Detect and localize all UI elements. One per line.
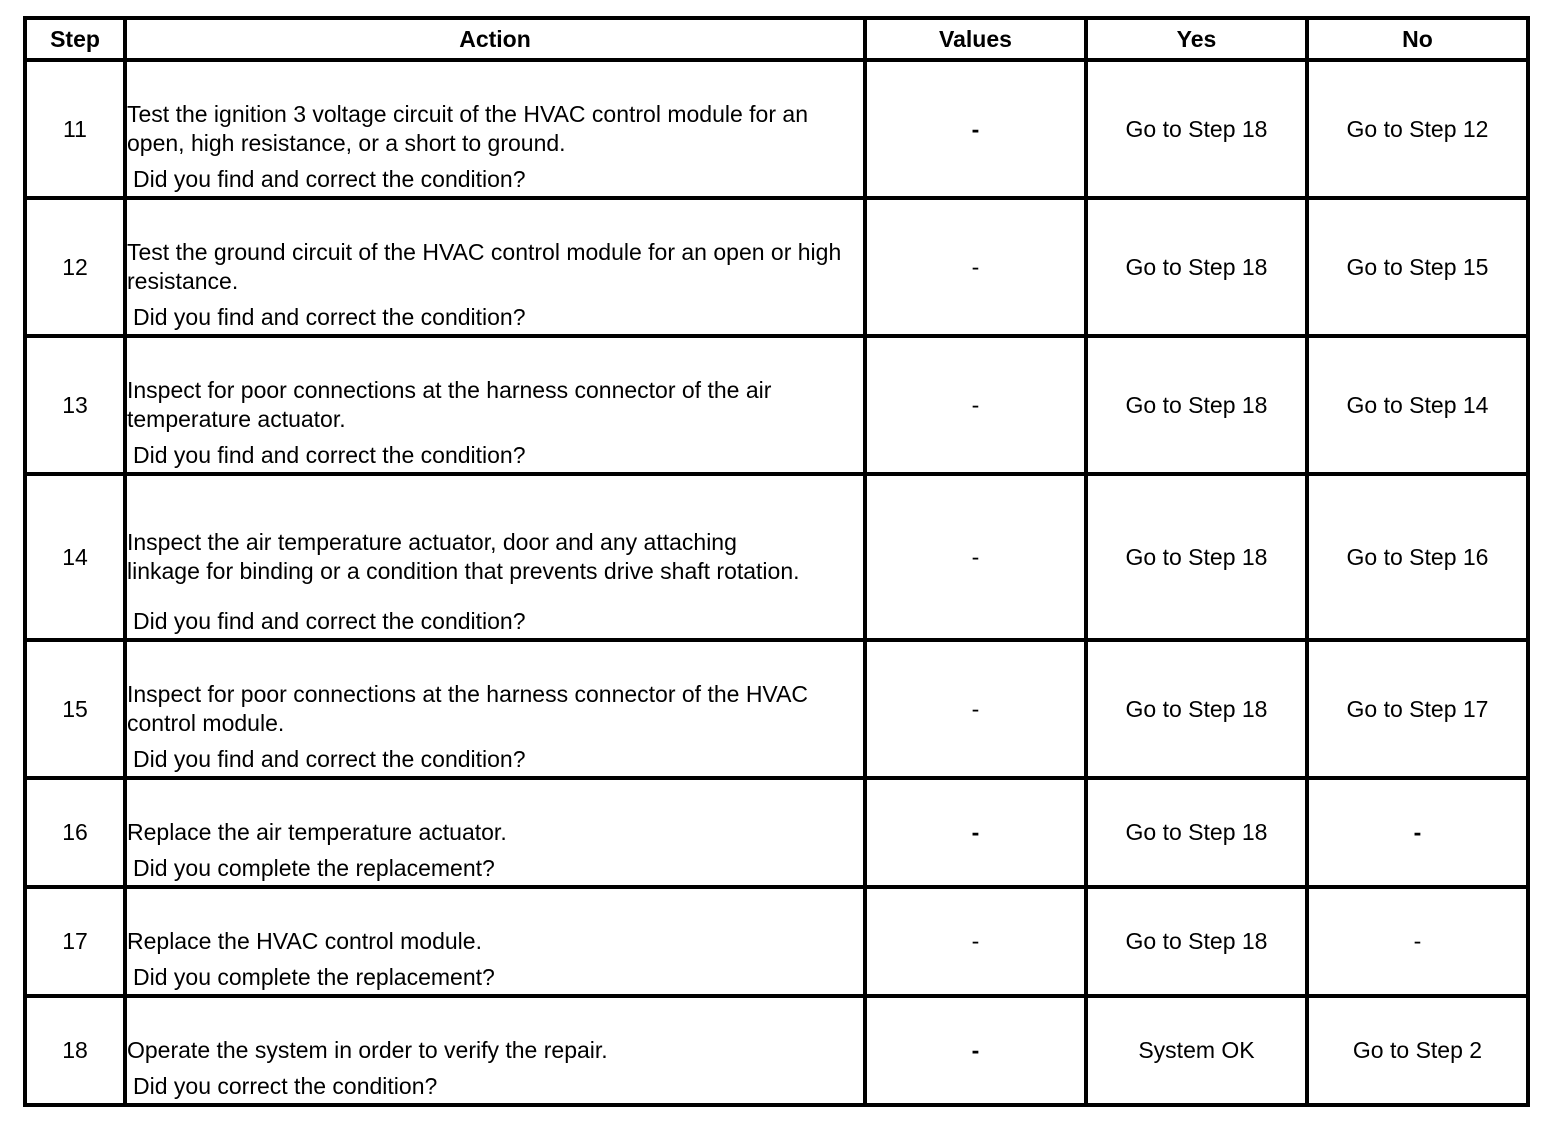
- step-number: 15: [25, 640, 125, 778]
- action-text: Test the ignition 3 voltage circuit of the HVAC control module for an open, high resistance, or a short to ground.: [127, 101, 808, 156]
- table-row: [25, 887, 1528, 996]
- action-cell: [125, 336, 865, 474]
- action-question: Did you correct the condition?: [133, 1073, 438, 1099]
- table-row: [25, 474, 1528, 640]
- action-cell: [125, 474, 865, 640]
- action-cell: [125, 887, 865, 996]
- header-action: Action: [125, 18, 865, 60]
- action-cell: [125, 198, 865, 336]
- header-no: No: [1307, 18, 1528, 60]
- no-cell: -: [1307, 887, 1528, 996]
- no-cell: Go to Step 14: [1307, 336, 1528, 474]
- no-cell: Go to Step 17: [1307, 640, 1528, 778]
- yes-cell: Go to Step 18: [1086, 778, 1307, 887]
- header-row: [25, 18, 1528, 60]
- yes-cell: Go to Step 18: [1086, 198, 1307, 336]
- step-number: 17: [25, 887, 125, 996]
- no-cell: Go to Step 15: [1307, 198, 1528, 336]
- no-cell: -: [1307, 778, 1528, 887]
- values-cell: -: [865, 996, 1086, 1105]
- action-question: Did you complete the replacement?: [133, 964, 495, 990]
- table-row: [25, 778, 1528, 887]
- table-row: [25, 640, 1528, 778]
- values-cell: -: [865, 60, 1086, 198]
- no-cell: Go to Step 2: [1307, 996, 1528, 1105]
- step-number: 13: [25, 336, 125, 474]
- action-text: Test the ground circuit of the HVAC control module for an open or high resistance.: [127, 239, 842, 294]
- diagnostic-table: [23, 16, 1530, 1107]
- action-cell: [125, 778, 865, 887]
- no-cell: Go to Step 12: [1307, 60, 1528, 198]
- table-row: [25, 198, 1528, 336]
- values-cell: -: [865, 336, 1086, 474]
- values-cell: -: [865, 474, 1086, 640]
- step-number: 12: [25, 198, 125, 336]
- action-cell: [125, 60, 865, 198]
- action-question: Did you find and correct the condition?: [133, 166, 526, 192]
- action-question: Did you find and correct the condition?: [133, 608, 526, 634]
- header-step: Step: [25, 18, 125, 60]
- values-cell: -: [865, 640, 1086, 778]
- action-question: Did you complete the replacement?: [133, 855, 495, 881]
- yes-cell: Go to Step 18: [1086, 60, 1307, 198]
- table-row: [25, 996, 1528, 1105]
- header-values: Values: [865, 18, 1086, 60]
- table-row: [25, 336, 1528, 474]
- header-yes: Yes: [1086, 18, 1307, 60]
- yes-cell: Go to Step 18: [1086, 474, 1307, 640]
- table-row: [25, 60, 1528, 198]
- step-number: 18: [25, 996, 125, 1105]
- action-question: Did you find and correct the condition?: [133, 442, 526, 468]
- action-text: Replace the HVAC control module.: [127, 928, 482, 954]
- step-number: 14: [25, 474, 125, 640]
- action-question: Did you find and correct the condition?: [133, 746, 526, 772]
- action-text: Inspect for poor connections at the harness connector of the HVAC control module.: [127, 681, 809, 736]
- yes-cell: Go to Step 18: [1086, 887, 1307, 996]
- values-cell: -: [865, 887, 1086, 996]
- yes-cell: Go to Step 18: [1086, 336, 1307, 474]
- action-cell: [125, 996, 865, 1105]
- action-text: Replace the air temperature actuator.: [127, 819, 507, 845]
- action-text: Inspect the air temperature actuator, door and any attaching linkage for binding or a condition that prevents drive shaft rotation.: [127, 529, 800, 584]
- no-cell: Go to Step 16: [1307, 474, 1528, 640]
- step-number: 11: [25, 60, 125, 198]
- action-text: Inspect for poor connections at the harness connector of the air temperature actuator.: [127, 377, 772, 432]
- action-cell: [125, 640, 865, 778]
- action-question: Did you find and correct the condition?: [133, 304, 526, 330]
- values-cell: -: [865, 778, 1086, 887]
- values-cell: -: [865, 198, 1086, 336]
- yes-cell: System OK: [1086, 996, 1307, 1105]
- yes-cell: Go to Step 18: [1086, 640, 1307, 778]
- action-text: Operate the system in order to verify the repair.: [127, 1037, 608, 1063]
- step-number: 16: [25, 778, 125, 887]
